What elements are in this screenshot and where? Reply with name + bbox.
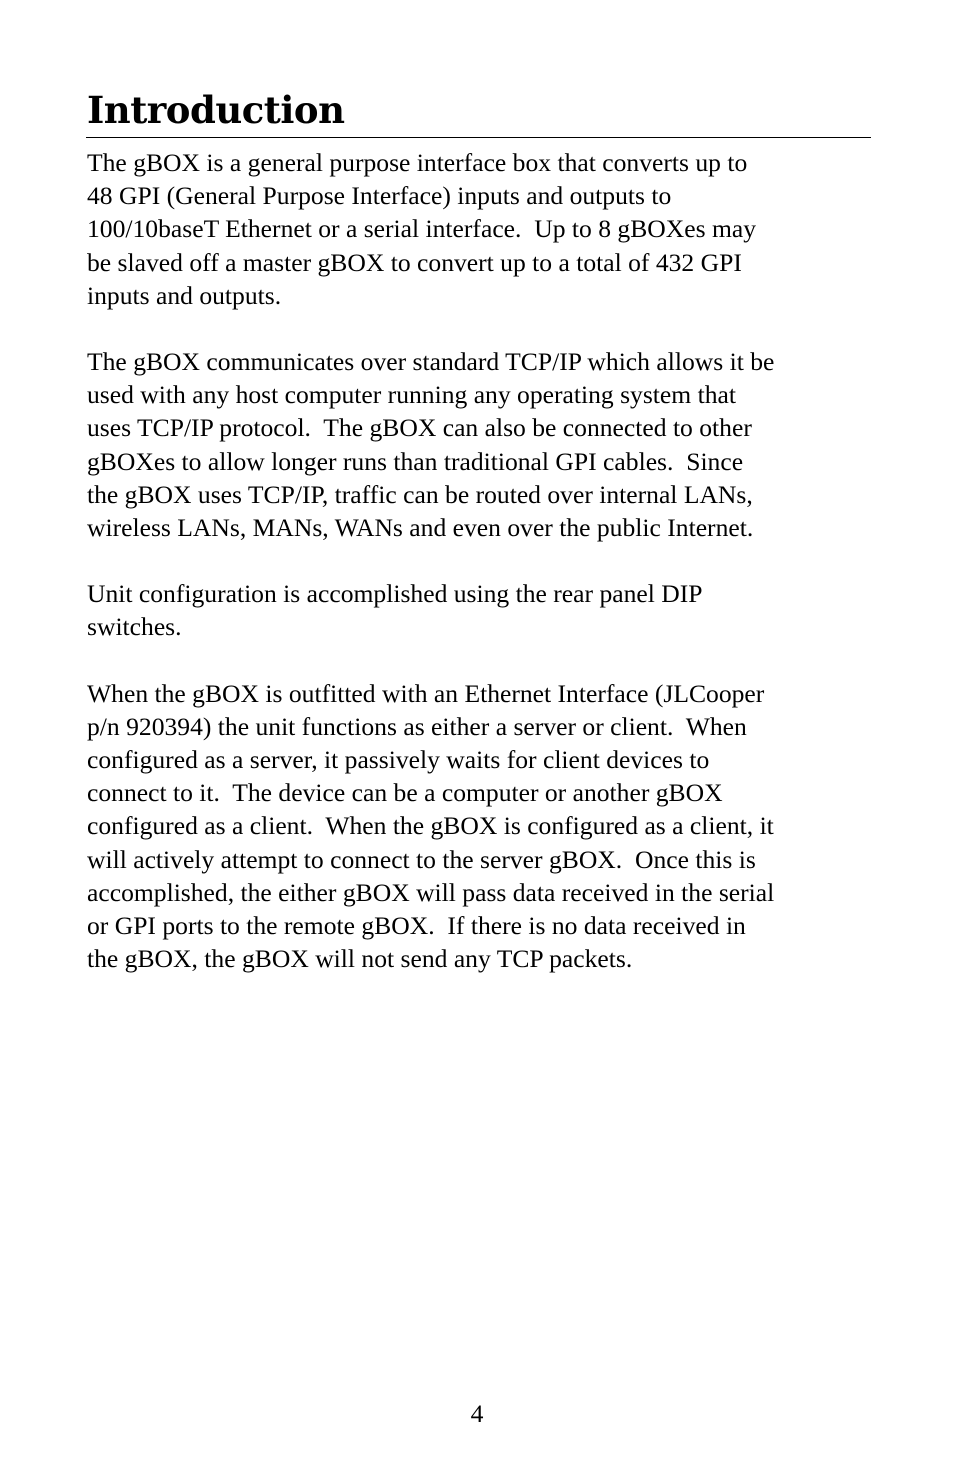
paragraph-overview	[87, 146, 877, 312]
page-number: 4	[470, 1399, 484, 1428]
text-line: p/n 920394) the unit functions as either a server or client. When	[87, 711, 747, 741]
body-text	[87, 146, 877, 1008]
text-line: or GPI ports to the remote gBOX. If there is no data received in	[87, 911, 746, 941]
text-line: The gBOX communicates over standard TCP/IP which allows it be	[87, 347, 775, 377]
text-line: the gBOX, the gBOX will not send any TCP packets.	[87, 944, 633, 974]
heading-underline-rule	[86, 137, 871, 138]
text-line: configured as a server, it passively waits for client devices to	[87, 745, 710, 775]
text-line: be slaved off a master gBOX to convert up to a total of 432 GPI	[87, 247, 742, 277]
text-line: the gBOX uses TCP/IP, traffic can be routed over internal LANs,	[87, 479, 753, 509]
paragraph-tcpip	[87, 345, 877, 544]
paragraph-ethernet	[87, 677, 877, 976]
section-heading: Introduction	[87, 88, 345, 132]
text-line: used with any host computer running any operating system that	[87, 380, 736, 410]
text-line: accomplished, the either gBOX will pass data received in the serial	[87, 877, 775, 907]
text-line: uses TCP/IP protocol. The gBOX can also be connected to other	[87, 413, 752, 443]
text-line: 100/10baseT Ethernet or a serial interface. Up to 8 gBOXes may	[87, 214, 757, 244]
text-line: wireless LANs, MANs, WANs and even over the public Internet.	[87, 513, 754, 543]
text-line: will actively attempt to connect to the server gBOX. Once this is	[87, 844, 756, 874]
text-line: connect to it. The device can be a computer or another gBOX	[87, 778, 723, 808]
text-line: The gBOX is a general purpose interface box that converts up to	[87, 148, 748, 177]
text-line: Unit configuration is accomplished using the rear panel DIP	[87, 579, 703, 609]
text-line: inputs and outputs.	[87, 280, 282, 310]
text-line: gBOXes to allow longer runs than traditional GPI cables. Since	[87, 446, 744, 476]
text-line: When the gBOX is outfitted with an Ethernet Interface (JLCooper	[87, 678, 765, 708]
text-line: switches.	[87, 612, 182, 642]
text-line: configured as a client. When the gBOX is configured as a client, it	[87, 811, 774, 841]
paragraph-configuration	[87, 577, 877, 643]
text-line: 48 GPI (General Purpose Interface) inputs and outputs to	[87, 181, 672, 211]
